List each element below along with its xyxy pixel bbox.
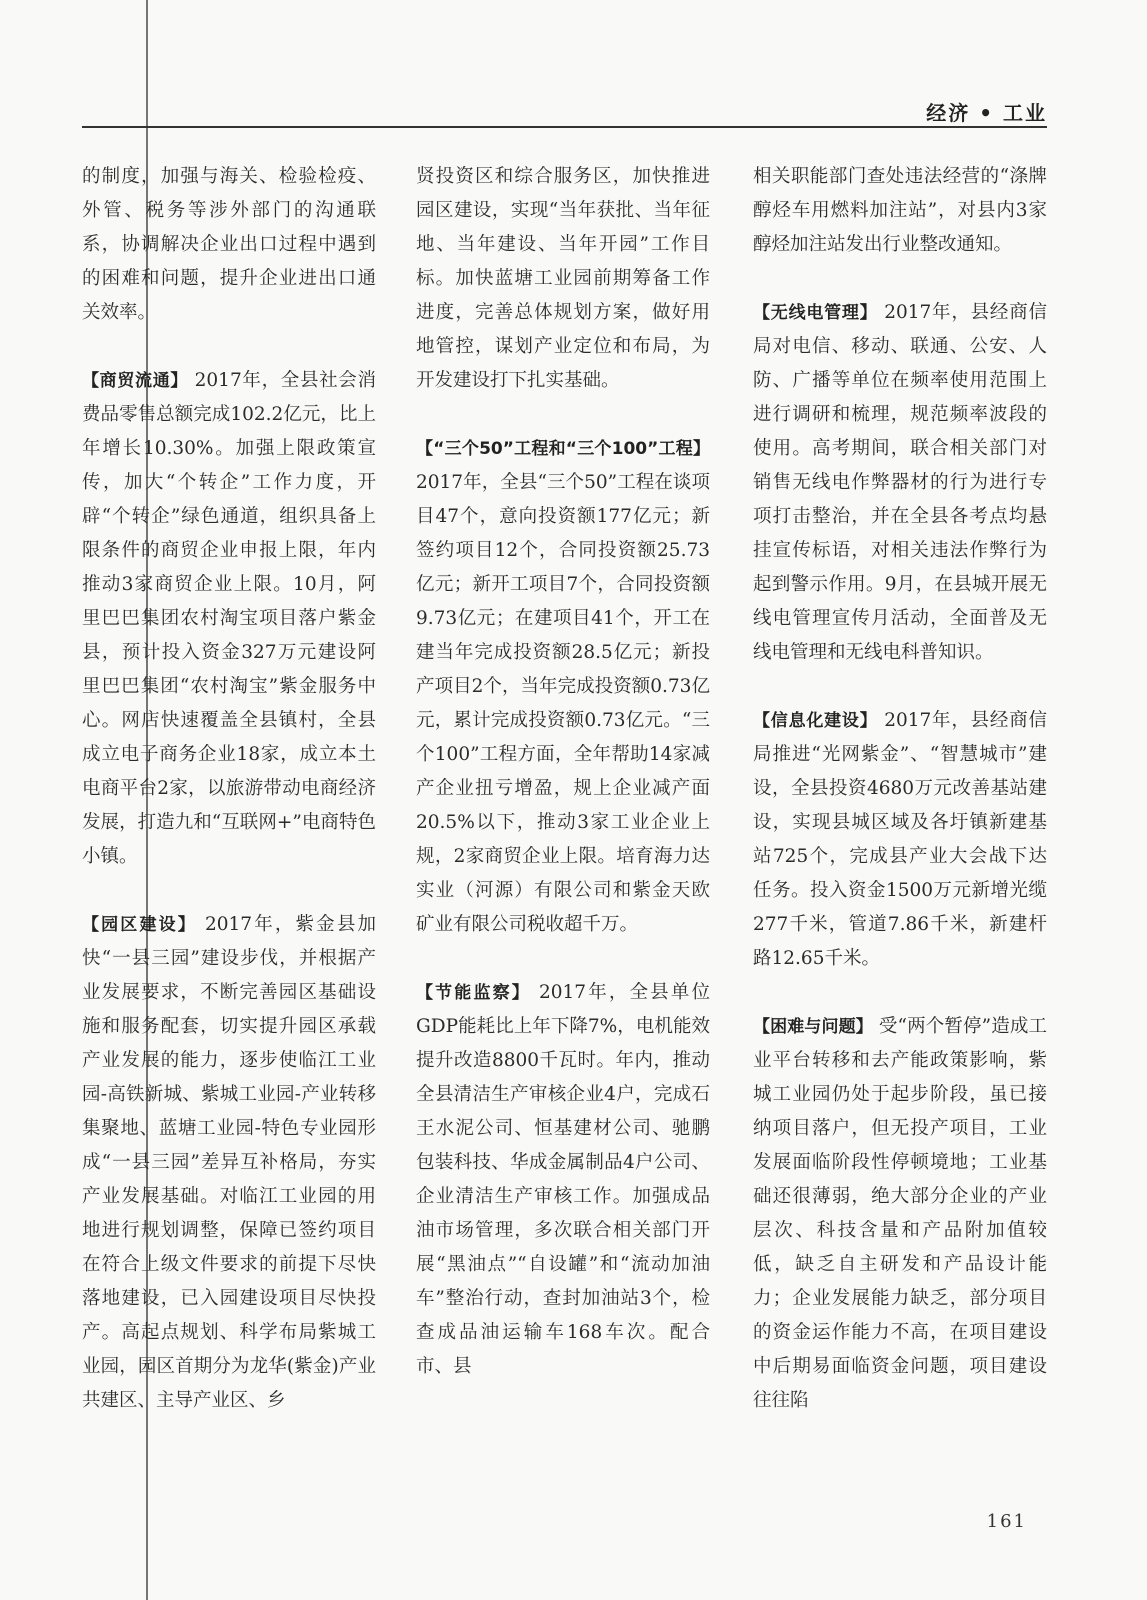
paragraph-text: 2017年，紫金县加快“一县三园”建设步伐，并根据产业发展要求，不断完善园区基础设施和服务配套，切实提升园区承载产业发展的能力，逐步使临江工业园-高铁新城、紫城工业园-产业转移集聚地、蓝塘工业园-特色专业园形成“一县三园”差异互补格局，夯实产业发展基础。对临江工业园的用地进行规划调整，保障已签约项目在符合上级文件要求的前提下尽快落地建设，已入园建设项目尽快投产。高起点规划、科学布局紫城工业园，园区首期分为龙华(紫金)产业共建区、主导产业区、乡 <box>82 914 376 1411</box>
text-column-3 <box>753 160 1047 1452</box>
paragraph-text: 2017年，县经商信局对电信、移动、联通、公安、人防、广播等单位在频率使用范围上进行调研和梳理，规范频率波段的使用。高考期间，联合相关部门对销售无线电作弊器材的行为进行专项打击整治，并在全县各考点均悬挂宣传标语，对相关违法作弊行为起到警示作用。9月，在县城开展无线电管理宣传月活动，全面普及无线电管理和无线电科普知识。 <box>753 302 1047 663</box>
page-number: 161 <box>986 1511 1027 1532</box>
paragraph-text: 贤投资区和综合服务区，加快推进园区建设，实现“当年获批、当年征地、当年建设、当年开园”工作目标。加快蓝塘工业园前期筹备工作进度，完善总体规划方案，做好用地管控，谋划产业定位和布局，为开发建设打下扎实基础。 <box>416 166 710 391</box>
paragraph-text: 受“两个暂停”造成工业平台转移和去产能政策影响，紫城工业园仍处于起步阶段，虽已接纳项目落户，但无投产项目，工业发展面临阶段性停顿境地；工业基础还很薄弱，绝大部分企业的产业层次、科技含量和产品附加值较低，缺乏自主研发和产品设计能力；企业发展能力缺乏，部分项目的资金运作能力不高，在项目建设中后期易面临资金问题，项目建设往往陷 <box>753 1016 1047 1411</box>
paragraph-text: 相关职能部门查处违法经营的“涤牌醇烃车用燃料加注站”，对县内3家醇烃加注站发出行业整改通知。 <box>753 166 1047 255</box>
text-column-1 <box>82 160 376 1452</box>
section-heading-park-construction: 【园区建设】 <box>82 915 197 935</box>
paragraph-text: 2017年，县经商信局推进“光网紫金”、“智慧城市”建设，全县投资4680万元改善基站建设，实现县城区域及各圩镇新建基站725个，完成县产业大会战下达任务。投入资金1500万元新增光缆277千米，管道7.86千米，新建杆路12.65千米。 <box>753 710 1047 969</box>
paragraph-continued <box>82 160 376 330</box>
paragraph-text: 2017年，全县“三个50”工程在谈项目47个，意向投资额177亿元；新签约项目12个，合同投资额25.73亿元；新开工项目7个，合同投资额9.73亿元；在建项目41个，开工在建当年完成投资额28.5亿元；新投产项目2个，当年完成投资额0.73亿元，累计完成投资额0.73亿元。“三个100”工程方面，全年帮助14家减产企业扭亏增盈，规上企业减产面20.5%以下，推动3家工业企业上规，2家商贸企业上限。培育海力达实业（河源）有限公司和紫金天欧矿业有限公司税收超千万。 <box>416 472 710 935</box>
paragraph-difficulties <box>753 1010 1047 1418</box>
section-heading-difficulties: 【困难与问题】 <box>753 1017 873 1037</box>
paragraph-text: 2017年，全县社会消费品零售总额完成102.2亿元，比上年增长10.30%。加强上限政策宣传，加大“个转企”工作力度，开辟“个转企”绿色通道，组织具备上限条件的商贸企业申报上限，年内推动3家商贸企业上限。10月，阿里巴巴集团农村淘宝项目落户紫金县，预计投入资金327万元建设阿里巴巴集团“农村淘宝”紫金服务中心。网店快速覆盖全县镇村，全县成立电子商务企业18家，成立本土电商平台2家，以旅游带动电商经济发展，打造九和“互联网+”电商特色小镇。 <box>82 370 376 867</box>
paragraph-commerce <box>82 364 376 874</box>
paragraph-continued <box>753 160 1047 262</box>
paragraph-radio-management <box>753 296 1047 670</box>
text-column-2 <box>416 160 710 1418</box>
paragraph-three-projects <box>416 432 710 942</box>
section-heading-three-projects: 【“三个50”工程和“三个100”工程】 <box>416 439 710 459</box>
section-heading-radio-management: 【无线电管理】 <box>753 303 878 323</box>
paragraph-text: 2017年，全县单位GDP能耗比上年下降7%，电机能效提升改造8800千瓦时。年内，推动全县清洁生产审核企业4户，完成石王水泥公司、恒基建材公司、驰鹏包装科技、华成金属制品4户公司、企业清洁生产审核工作。加强成品油市场管理，多次联合相关部门开展“黑油点”“自设罐”和“流动加油车”整治行动，查封加油站3个，检查成品油运输车168车次。配合市、县 <box>416 982 710 1377</box>
paragraph-energy-supervision <box>416 976 710 1384</box>
header-rule <box>82 126 1047 128</box>
paragraph-informatization <box>753 704 1047 976</box>
section-heading-informatization: 【信息化建设】 <box>753 711 878 731</box>
section-header: 经济 • 工业 <box>926 101 1047 125</box>
paragraph-park-construction <box>82 908 376 1418</box>
section-heading-commerce: 【商贸流通】 <box>82 371 189 391</box>
section-heading-energy-supervision: 【节能监察】 <box>416 983 531 1003</box>
paragraph-text: 的制度，加强与海关、检验检疫、外管、税务等涉外部门的沟通联系，协调解决企业出口过程中遇到的困难和问题，提升企业进出口通关效率。 <box>82 166 376 323</box>
paragraph-continued <box>416 160 710 398</box>
